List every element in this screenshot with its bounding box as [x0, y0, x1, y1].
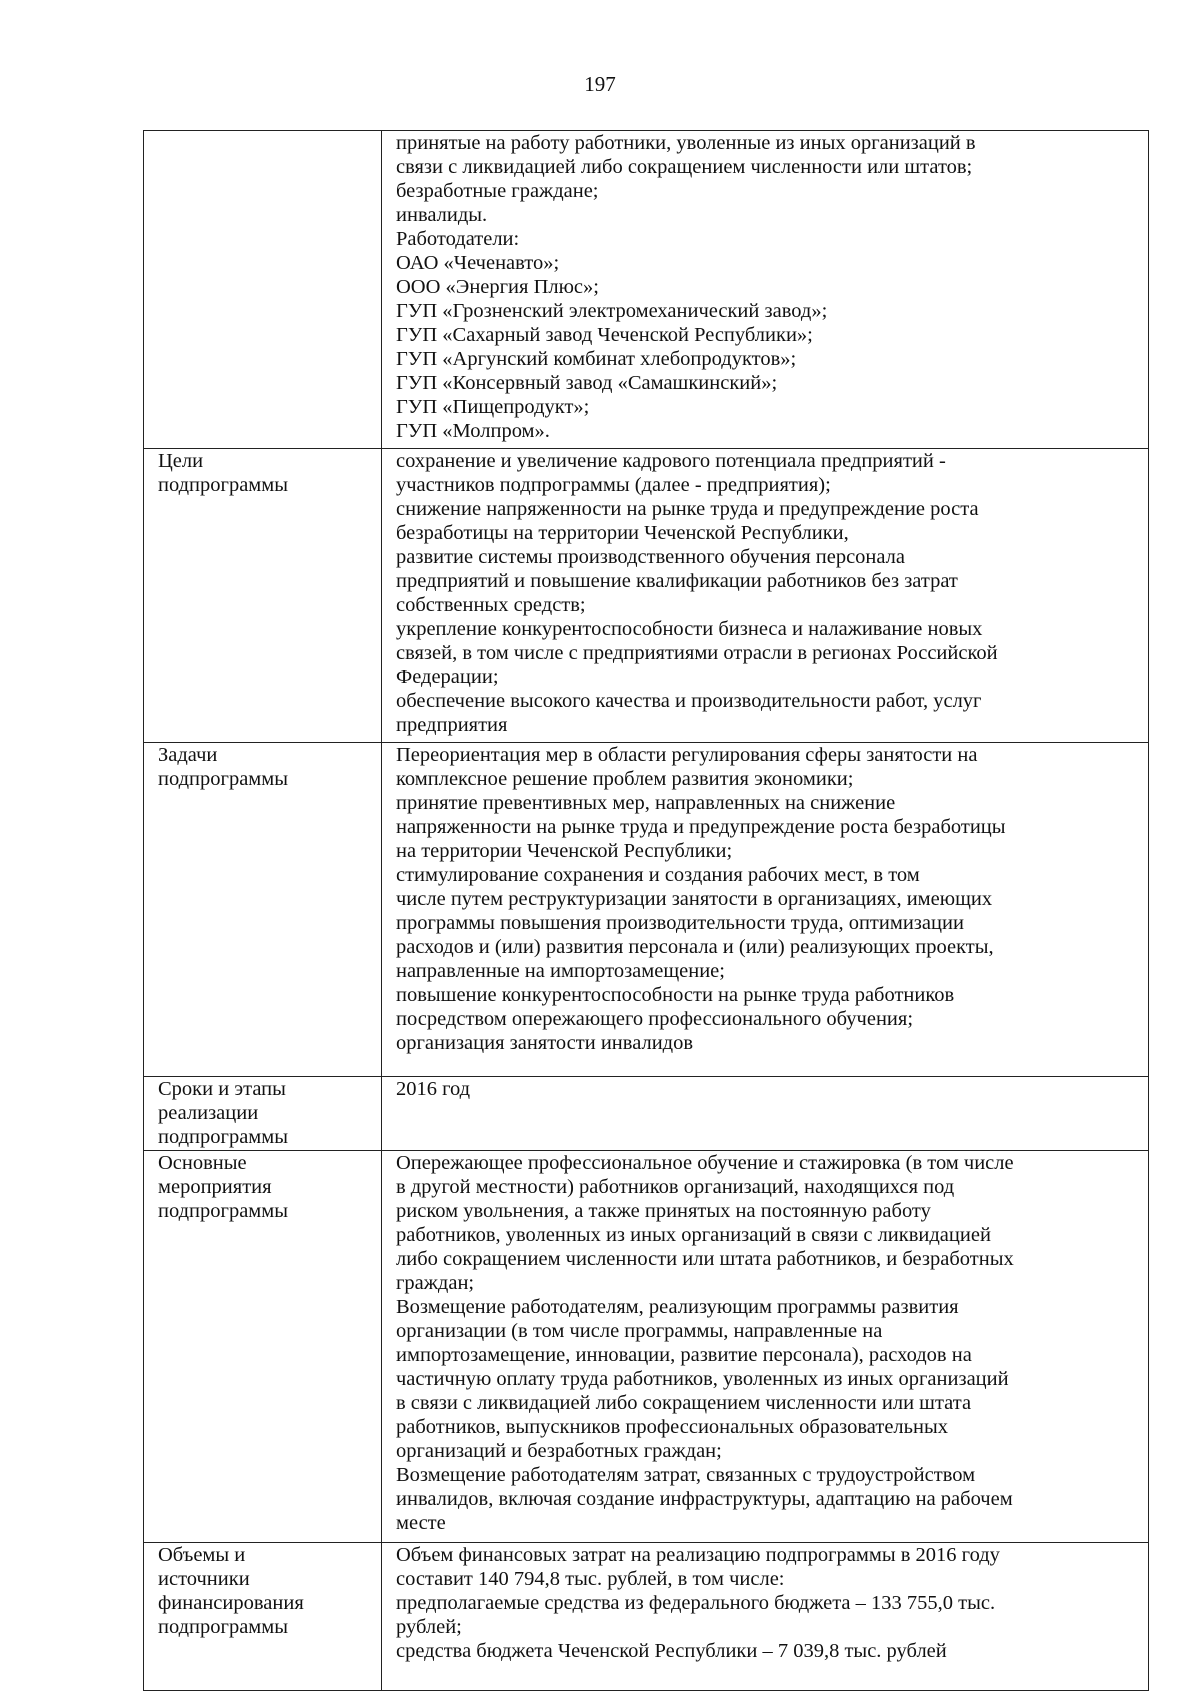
content-line: предприятий и повышение квалификации работников без затрат — [396, 570, 958, 592]
content-line: снижение напряженности на рынке труда и предупреждение роста — [396, 498, 979, 520]
content-line: комплексное решение проблем развития экономики; — [396, 768, 854, 790]
content-line: на территории Чеченской Республики; — [396, 840, 733, 862]
content-line: организаций и безработных граждан; — [396, 1440, 722, 1462]
page-number: 197 — [584, 72, 616, 96]
content-line: в связи с ликвидацией либо сокращением численности или штата — [396, 1392, 972, 1414]
label-line: подпрограммы — [158, 1616, 289, 1638]
label-line: Основные — [158, 1152, 247, 1174]
label-line: подпрограммы — [158, 768, 289, 790]
content-line: числе путем реструктуризации занятости в организациях, имеющих — [396, 888, 993, 910]
row-label — [144, 1151, 382, 1543]
label-line: мероприятия — [158, 1176, 272, 1198]
content-line: инвалидов, включая создание инфраструктуры, адаптацию на рабочем — [396, 1488, 1013, 1510]
row-label — [144, 743, 382, 1077]
content-line: Федерации; — [396, 666, 499, 688]
content-line: Возмещение работодателям, реализующим программы развития — [396, 1296, 959, 1318]
content-line: ГУП «Аргунский комбинат хлебопродуктов»; — [396, 348, 797, 370]
label-line: подпрограммы — [158, 1126, 289, 1148]
content-line: импортозамещение, инновации, развитие персонала), расходов на — [396, 1344, 972, 1366]
table-row-funding — [144, 1543, 1149, 1691]
content-line: ГУП «Молпром». — [396, 420, 550, 442]
table-row-tasks — [144, 743, 1149, 1077]
content-line: ООО «Энергия Плюс»; — [396, 276, 599, 298]
label-line: подпрограммы — [158, 474, 289, 496]
content-line: развитие системы производственного обучения персонала — [396, 546, 905, 568]
content-line: предприятия — [396, 714, 508, 736]
content-line: 2016 год — [396, 1078, 471, 1100]
row-content — [382, 1151, 1149, 1543]
content-line: укрепление конкурентоспособности бизнеса и налаживание новых — [396, 618, 983, 640]
row-label — [144, 1077, 382, 1151]
row-content — [382, 449, 1149, 743]
content-line: ГУП «Консервный завод «Самашкинский»; — [396, 372, 778, 394]
content-line: граждан; — [396, 1272, 475, 1294]
content-line: работников, выпускников профессиональных образовательных — [396, 1416, 948, 1438]
content-line: связей, в том числе с предприятиями отрасли в регионах Российской — [396, 642, 998, 664]
content-line: принятые на работу работники, уволенные из иных организаций в — [396, 132, 976, 154]
content-line: обеспечение высокого качества и производительности работ, услуг — [396, 690, 982, 712]
content-line: Опережающее профессиональное обучение и стажировка (в том числе — [396, 1152, 1014, 1174]
row-content — [382, 743, 1149, 1077]
content-line: риском увольнения, а также принятых на постоянную работу — [396, 1200, 931, 1222]
content-line: месте — [396, 1512, 446, 1534]
content-line: либо сокращением численности или штата работников, и безработных — [396, 1248, 1014, 1270]
label-line: финансирования — [158, 1592, 304, 1614]
subprogram-passport-table — [143, 130, 1149, 1691]
label-line: Сроки и этапы — [158, 1078, 286, 1100]
label-line: реализации — [158, 1102, 259, 1124]
content-line: организации (в том числе программы, направленные на — [396, 1320, 883, 1342]
content-line: Переориентация мер в области регулирования сферы занятости на — [396, 744, 978, 766]
content-line: Объем финансовых затрат на реализацию подпрограммы в 2016 году — [396, 1544, 1000, 1566]
row-label — [144, 449, 382, 743]
label-line: подпрограммы — [158, 1200, 289, 1222]
row-content — [382, 1077, 1149, 1151]
content-line: ГУП «Пищепродукт»; — [396, 396, 590, 418]
content-line: связи с ликвидацией либо сокращением численности или штатов; — [396, 156, 973, 178]
content-line: принятие превентивных мер, направленных на снижение — [396, 792, 896, 814]
content-line: организация занятости инвалидов — [396, 1032, 694, 1054]
content-line: составит 140 794,8 тыс. рублей, в том числе: — [396, 1568, 785, 1590]
content-line: собственных средств; — [396, 594, 586, 616]
content-line: рублей; — [396, 1616, 462, 1638]
row-label — [144, 131, 382, 449]
content-line: расходов и (или) развития персонала и (или) реализующих проекты, — [396, 936, 994, 958]
content-line: Работодатели: — [396, 228, 520, 250]
content-line: программы повышения производительности труда, оптимизации — [396, 912, 964, 934]
label-line: Объемы и — [158, 1544, 246, 1566]
row-content — [382, 131, 1149, 449]
table-row-goals — [144, 449, 1149, 743]
table-row-activities — [144, 1151, 1149, 1543]
content-line: ГУП «Сахарный завод Чеченской Республики»; — [396, 324, 813, 346]
content-line: участников подпрограммы (далее - предприятия); — [396, 474, 831, 496]
row-content — [382, 1543, 1149, 1691]
content-line: напряженности на рынке труда и предупреждение роста безработицы — [396, 816, 1006, 838]
content-line: ОАО «Чеченавто»; — [396, 252, 560, 274]
content-line: предполагаемые средства из федерального бюджета – 133 755,0 тыс. — [396, 1592, 996, 1614]
table-row-participants — [144, 131, 1149, 449]
label-line: Цели — [158, 450, 204, 472]
content-line: стимулирование сохранения и создания рабочих мест, в том — [396, 864, 920, 886]
content-line: повышение конкурентоспособности на рынке труда работников — [396, 984, 955, 1006]
content-line: безработицы на территории Чеченской Республики, — [396, 522, 849, 544]
table-row-timing — [144, 1077, 1149, 1151]
content-line: работников, уволенных из иных организаций в связи с ликвидацией — [396, 1224, 991, 1246]
content-line: направленные на импортозамещение; — [396, 960, 725, 982]
content-line: посредством опережающего профессионального обучения; — [396, 1008, 914, 1030]
content-line: частичную оплату труда работников, уволенных из иных организаций — [396, 1368, 1009, 1390]
content-line: безработные граждане; — [396, 180, 599, 202]
content-line: в другой местности) работников организаций, находящихся под — [396, 1176, 955, 1198]
label-line: источники — [158, 1568, 250, 1590]
content-line: ГУП «Грозненский электромеханический завод»; — [396, 300, 828, 322]
content-line: инвалиды. — [396, 204, 488, 226]
label-line: Задачи — [158, 744, 218, 766]
content-line: Возмещение работодателям затрат, связанных с трудоустройством — [396, 1464, 976, 1486]
content-line: средства бюджета Чеченской Республики – 7 039,8 тыс. рублей — [396, 1640, 947, 1662]
content-line: сохранение и увеличение кадрового потенциала предприятий - — [396, 450, 946, 472]
row-label — [144, 1543, 382, 1691]
